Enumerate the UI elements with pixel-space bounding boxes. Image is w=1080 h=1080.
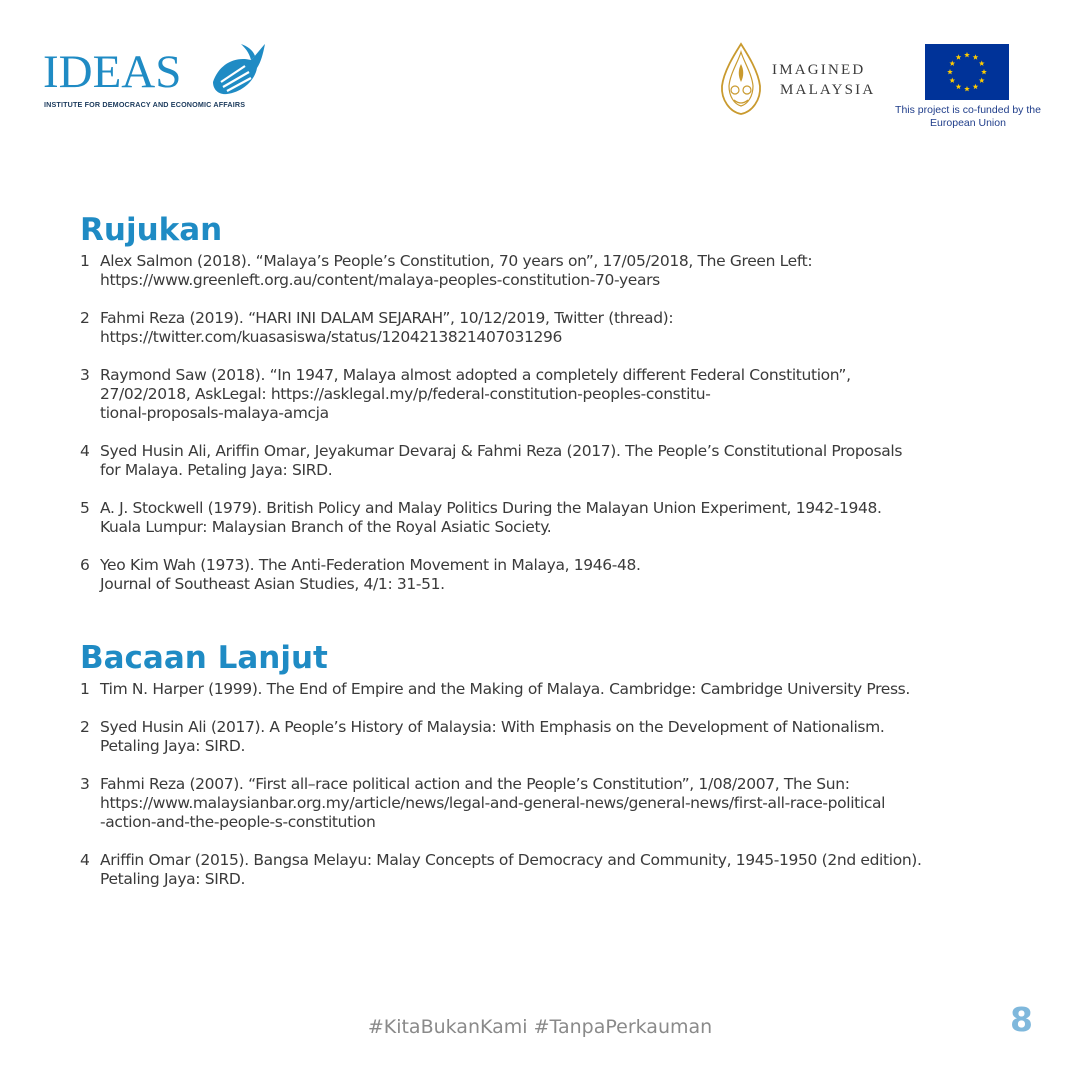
hashtags: #KitaBukanKami #TanpaPerkauman — [367, 1016, 713, 1038]
reference-item — [80, 499, 1000, 537]
imagined-malaysia-wordmark — [772, 60, 875, 100]
eu-flag-icon — [925, 44, 1009, 100]
page-number: 8 — [1010, 1000, 1033, 1039]
eu-funding-caption: This project is co-funded by the European Union — [895, 104, 1041, 129]
item-line: Fahmi Reza (2007). “First all–race political action and the People’s Constitution”, 1/08/2007, The Sun: — [100, 775, 850, 793]
further-reading-section — [80, 636, 1000, 908]
item-line: -action-and-the-people-s-constitution — [100, 813, 376, 831]
item-number: 4 — [80, 851, 90, 869]
item-number: 3 — [80, 366, 90, 384]
item-line: https://twitter.com/kuasasiswa/status/1204213821407031296 — [100, 328, 563, 346]
reference-item — [80, 309, 1000, 347]
item-number: 4 — [80, 442, 90, 460]
references-section — [80, 208, 1000, 613]
item-number: 2 — [80, 309, 90, 327]
item-number: 5 — [80, 499, 90, 517]
item-line: Kuala Lumpur: Malaysian Branch of the Royal Asiatic Society. — [100, 518, 552, 536]
section-title: Bacaan Lanjut — [80, 640, 328, 676]
reference-list — [80, 252, 1000, 594]
item-line: 27/02/2018, AskLegal: https://asklegal.my/p/federal-constitution-peoples-constitu- — [100, 385, 711, 403]
dove-icon — [205, 42, 267, 98]
item-number: 6 — [80, 556, 90, 574]
item-line: Tim N. Harper (1999). The End of Empire and the Making of Malaya. Cambridge: Cambridge University Press. — [100, 680, 910, 698]
wayang-kulit-icon — [720, 42, 762, 116]
item-line: tional-proposals-malaya-amcja — [100, 404, 329, 422]
reference-item — [80, 366, 1000, 423]
item-line: https://www.malaysianbar.org.my/article/news/legal-and-general-news/general-news/first-all-race-political — [100, 794, 886, 812]
item-number: 2 — [80, 718, 90, 736]
item-line: Yeo Kim Wah (1973). The Anti-Federation Movement in Malaya, 1946-48. — [100, 556, 641, 574]
reference-item — [80, 556, 1000, 594]
item-number: 3 — [80, 775, 90, 793]
imagined-malaysia-logo — [720, 42, 900, 118]
reading-item — [80, 718, 1000, 756]
item-line: Journal of Southeast Asian Studies, 4/1: 31-51. — [100, 575, 445, 593]
item-line: Syed Husin Ali, Ariffin Omar, Jeyakumar Devaraj & Fahmi Reza (2017). The People’s Constitutional Proposals — [100, 442, 903, 460]
item-line: Alex Salmon (2018). “Malaya’s People’s Constitution, 70 years on”, 17/05/2018, The Green Left: — [100, 252, 813, 270]
item-line: A. J. Stockwell (1979). British Policy and Malay Politics During the Malayan Union Experiment, 1942-1948. — [100, 499, 882, 517]
reference-item — [80, 252, 1000, 290]
item-number: 1 — [80, 680, 90, 698]
item-line: Fahmi Reza (2019). “HARI INI DALAM SEJARAH”, 10/12/2019, Twitter (thread): — [100, 309, 674, 327]
imagined-logo-line: IMAGINED — [772, 62, 866, 78]
item-line: Petaling Jaya: SIRD. — [100, 870, 246, 888]
reading-item — [80, 680, 1000, 699]
item-line: Ariffin Omar (2015). Bangsa Melayu: Malay Concepts of Democracy and Community, 1945-1950 (2nd edition). — [100, 851, 922, 869]
item-line: Syed Husin Ali (2017). A People’s History of Malaysia: With Emphasis on the Development of Nationalism. — [100, 718, 885, 736]
further-reading-list — [80, 680, 1000, 889]
ideas-logo-text: IDEAS — [43, 46, 182, 98]
reference-item — [80, 442, 1000, 480]
reading-item — [80, 775, 1000, 832]
ideas-logo — [43, 42, 283, 112]
imagined-logo-line: MALAYSIA — [780, 82, 876, 98]
item-number: 1 — [80, 252, 90, 270]
section-title: Rujukan — [80, 212, 223, 248]
ideas-logo-subtitle: INSTITUTE FOR DEMOCRACY AND ECONOMIC AFFAIRS — [44, 100, 246, 109]
item-line: for Malaya. Petaling Jaya: SIRD. — [100, 461, 333, 479]
item-line: https://www.greenleft.org.au/content/malaya-peoples-constitution-70-years — [100, 271, 660, 289]
reading-item — [80, 851, 1000, 889]
item-line: Raymond Saw (2018). “In 1947, Malaya almost adopted a completely different Federal Constitution”, — [100, 366, 851, 384]
item-line: Petaling Jaya: SIRD. — [100, 737, 246, 755]
